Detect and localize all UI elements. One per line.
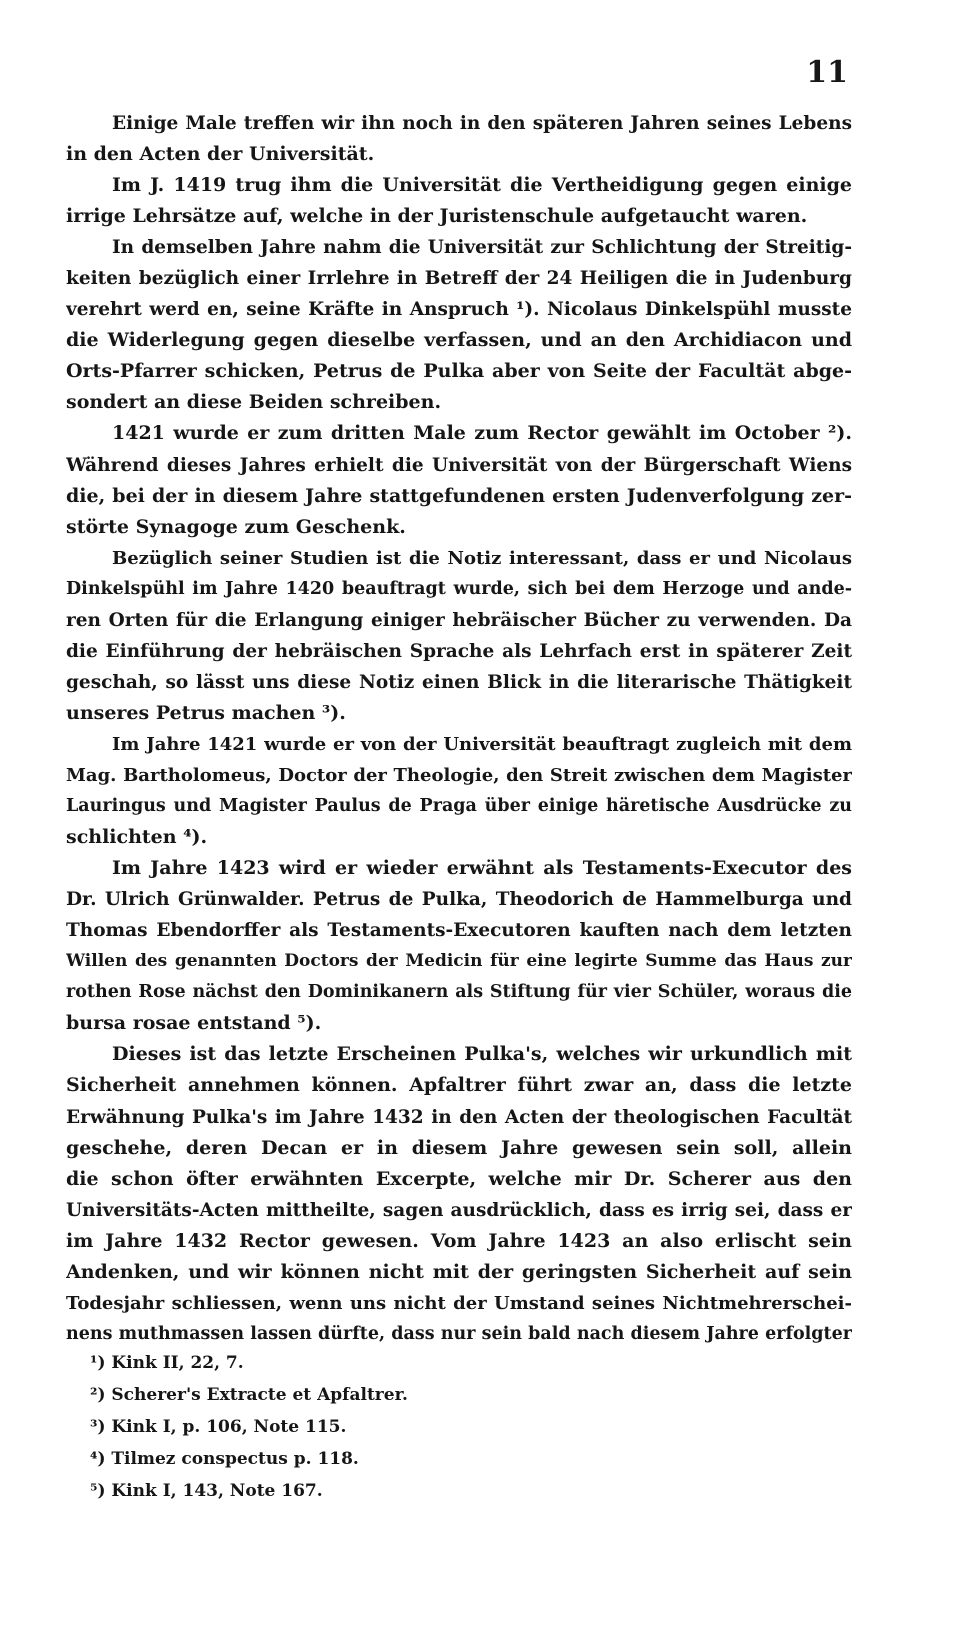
text-line: unseres Petrus machen ³). [66, 701, 346, 724]
text-line: bursa rosae entstand ⁵). [66, 1012, 322, 1035]
text-line: sondert an diese Beiden schreiben. [66, 391, 442, 414]
text-line: geschehe, deren Decan er in diesem Jahre gewesen sein soll, allein [66, 1136, 852, 1159]
text-line: Bezüglich seiner Studien ist die Notiz interessant, dass er und Nicolaus [112, 547, 852, 569]
text-line: Orts-Pfarrer schicken, Petrus de Pulka aber von Seite der Facultät abge- [66, 360, 852, 383]
page-number: 11 [806, 55, 848, 90]
text-line: störte Synagoge zum Geschenk. [66, 515, 406, 538]
footnotes [90, 1347, 590, 1507]
text-line: Im J. 1419 trug ihm die Universität die Vertheidigung gegen einige [112, 174, 852, 197]
text-line: Mag. Bartholomeus, Doctor der Theologie, den Streit zwischen dem Magister [66, 764, 852, 786]
text-line: Todesjahr schliessen, wenn uns nicht der Umstand seines Nichtmehrerschei- [66, 1292, 852, 1314]
text-line: die, bei der in diesem Jahre stattgefundenen ersten Judenverfolgung zer- [66, 484, 852, 507]
text-line: irrige Lehrsätze auf, welche in der Juristenschule aufgetaucht waren. [66, 205, 808, 228]
text-line: Dinkelspühl im Jahre 1420 beauftragt wurde, sich bei dem Herzoge und ande- [66, 578, 852, 599]
text-line: in den Acten der Universität. [66, 143, 375, 166]
text-line: Thomas Ebendorffer als Testaments-Executoren kauften nach dem letzten [66, 920, 852, 942]
text-line: 1421 wurde er zum dritten Male zum Rector gewählt im October ²). [112, 422, 852, 445]
text-line: Universitäts-Acten mittheilte, sagen ausdrücklich, dass es irrig sei, dass er [66, 1199, 852, 1221]
text-line: verehrt werd en, seine Kräfte in Anspruch ¹). Nicolaus Dinkelspühl musste [66, 299, 852, 321]
body-text [66, 108, 852, 1350]
text-line: die schon öfter erwähnten Excerpte, welche mir Dr. Scherer aus den [66, 1167, 852, 1190]
text-line: keiten bezüglich einer Irrlehre in Betreff der 24 Heiligen die in Judenburg [66, 268, 852, 290]
text-line: Sicherheit annehmen können. Apfaltrer führt zwar an, dass die letzte [66, 1074, 852, 1097]
text-line: Dr. Ulrich Grünwalder. Petrus de Pulka, Theodorich de Hammelburga und [66, 889, 852, 911]
text-line: Erwähnung Pulka's im Jahre 1432 in den Acten der theologischen Facultät [66, 1106, 852, 1128]
text-line: im Jahre 1432 Rector gewesen. Vom Jahre 1423 an also erlischt sein [66, 1229, 852, 1252]
footnote: ⁴) Tilmez conspectus p. 118. [90, 1449, 359, 1469]
footnote: ¹) Kink II, 22, 7. [90, 1353, 244, 1373]
text-line: die Einführung der hebräischen Sprache als Lehrfach erst in späterer Zeit [66, 640, 852, 662]
text-line: Während dieses Jahres erhielt die Universität von der Bürgerschaft Wiens [66, 454, 852, 476]
footnote: ²) Scherer's Extracte et Apfaltrer. [90, 1385, 408, 1405]
text-line: die Widerlegung gegen dieselbe verfassen, und an den Archidiacon und [66, 329, 852, 352]
text-line: Willen des genannten Doctors der Medicin für eine legirte Summe das Haus zur [66, 951, 852, 972]
footnote: ⁵) Kink I, 143, Note 167. [90, 1481, 323, 1501]
text-line: nens muthmassen lassen dürfte, dass nur sein bald nach diesem Jahre erfolgter [66, 1323, 852, 1344]
text-line: rothen Rose nächst den Dominikanern als Stiftung für vier Schüler, woraus die [66, 982, 852, 1003]
text-line: Im Jahre 1421 wurde er von der Universität beauftragt zugleich mit dem [112, 733, 852, 755]
text-line: ren Orten für die Erlangung einiger hebräischer Bücher zu verwenden. Da [66, 609, 852, 631]
text-line: Einige Male treffen wir ihn noch in den späteren Jahren seines Lebens [112, 113, 852, 134]
text-line: Im Jahre 1423 wird er wieder erwähnt als Testaments-Executor des [112, 857, 852, 880]
text-line: Andenken, und wir können nicht mit der geringsten Sicherheit auf sein [66, 1260, 852, 1283]
text-line: geschah, so lässt uns diese Notiz einen Blick in die literarische Thätigkeit [66, 671, 852, 693]
text-line: In demselben Jahre nahm die Universität zur Schlichtung der Streitig- [112, 237, 852, 259]
text-line: Lauringus und Magister Paulus de Praga über einige häretische Ausdrücke zu [66, 796, 852, 817]
text-line: schlichten ⁴). [66, 826, 208, 849]
text-line: Dieses ist das letzte Erscheinen Pulka's, welches wir urkundlich mit [112, 1043, 852, 1066]
footnote: ³) Kink I, p. 106, Note 115. [90, 1417, 347, 1437]
